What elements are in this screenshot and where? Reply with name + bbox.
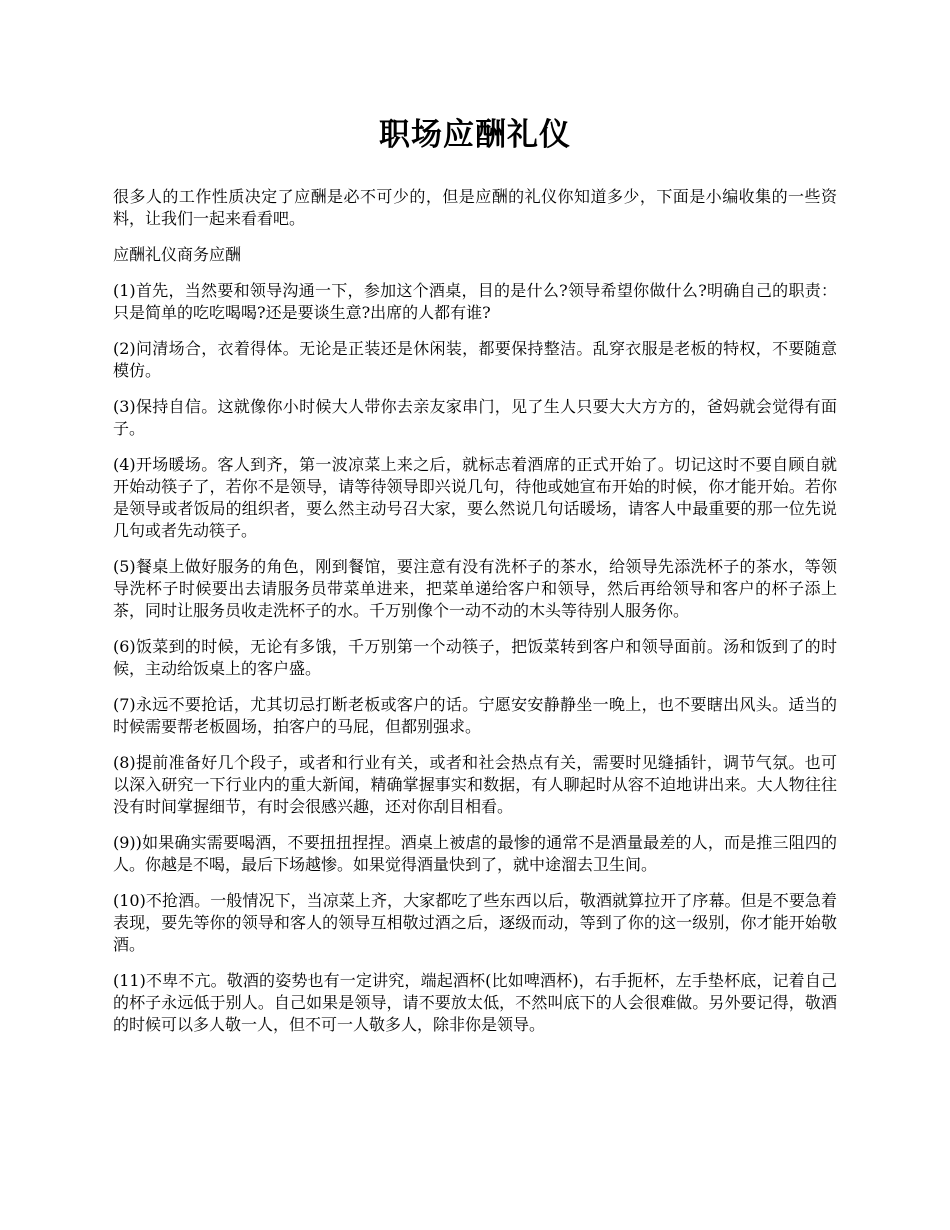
document-page <box>113 112 837 1050</box>
paragraph-item-8: (8)提前准备好几个段子，或者和行业有关，或者和社会热点有关，需要时见缝插针，调节气氛。也可以深入研究一下行业内的重大新闻，精确掌握事实和数据，有人聊起时从容不迫地讲出来。大人物往往没有时间掌握细节，有时会很感兴趣，还对你刮目相看。 <box>113 753 837 816</box>
paragraph-item-7: (7)永远不要抢话，尤其切忌打断老板或客户的话。宁愿安安静静坐一晚上，也不要瞎出风头。适当的时候需要帮老板圆场，拍客户的马屁，但都别强求。 <box>113 695 837 736</box>
paragraph-item-4: (4)开场暖场。客人到齐，第一波凉菜上来之后，就标志着酒席的正式开始了。切记这时不要自顾自就开始动筷子了，若你不是领导，请等待领导即兴说几句，待他或她宣布开始的时候，你才能开始。若你是领导或者饭局的组织者，要么然主动号召大家，要么然说几句话暖场，请客人中最重要的那一位先说几句或者先动筷子。 <box>113 455 837 540</box>
paragraph-item-5: (5)餐桌上做好服务的角色，刚到餐馆，要注意有没有洗杯子的茶水，给领导先添洗杯子的茶水，等领导洗杯子时候要出去请服务员带菜单进来，把菜单递给客户和领导，然后再给领导和客户的杯子添上茶，同时让服务员收走洗杯子的水。千万别像个一动不动的木头等待别人服务你。 <box>113 557 837 620</box>
paragraph-item-6: (6)饭菜到的时候，无论有多饿，千万别第一个动筷子，把饭菜转到客户和领导面前。汤和饭到了的时候，主动给饭桌上的客户盛。 <box>113 637 837 678</box>
document-title: 职场应酬礼仪 <box>379 117 571 153</box>
paragraph-item-1: (1)首先，当然要和领导沟通一下，参加这个酒桌，目的是什么?领导希望你做什么?明确自己的职责：只是简单的吃吃喝喝?还是要谈生意?出席的人都有谁? <box>113 281 837 322</box>
intro-paragraph: 很多人的工作性质决定了应酬是必不可少的，但是应酬的礼仪你知道多少，下面是小编收集的一些资料，让我们一起来看看吧。 <box>113 187 837 228</box>
paragraph-item-10: (10)不抢酒。一般情况下，当凉菜上齐，大家都吃了些东西以后，敬酒就算拉开了序幕。但是不要急着表现，要先等你的领导和客人的领导互相敬过酒之后，逐级而动，等到了你的这一级别，你才能开始敬酒。 <box>113 891 837 954</box>
paragraph-item-11: (11)不卑不亢。敬酒的姿势也有一定讲究，端起酒杯(比如啤酒杯)，右手扼杯，左手垫杯底，记着自己的杯子永远低于别人。自己如果是领导，请不要放太低，不然叫底下的人会很难做。另外要记得，敬酒的时候可以多人敬一人，但不可一人敬多人，除非你是领导。 <box>113 971 837 1034</box>
section-heading: 应酬礼仪商务应酬 <box>113 245 242 264</box>
paragraph-item-9: (9))如果确实需要喝酒，不要扭扭捏捏。酒桌上被虐的最惨的通常不是酒量最差的人，而是推三阻四的人。你越是不喝，最后下场越惨。如果觉得酒量快到了，就中途溜去卫生间。 <box>113 833 837 874</box>
paragraph-item-3: (3)保持自信。这就像你小时候大人带你去亲友家串门，见了生人只要大大方方的，爸妈就会觉得有面子。 <box>113 397 837 438</box>
paragraph-item-2: (2)问清场合，衣着得体。无论是正装还是休闲装，都要保持整洁。乱穿衣服是老板的特权，不要随意模仿。 <box>113 339 837 380</box>
